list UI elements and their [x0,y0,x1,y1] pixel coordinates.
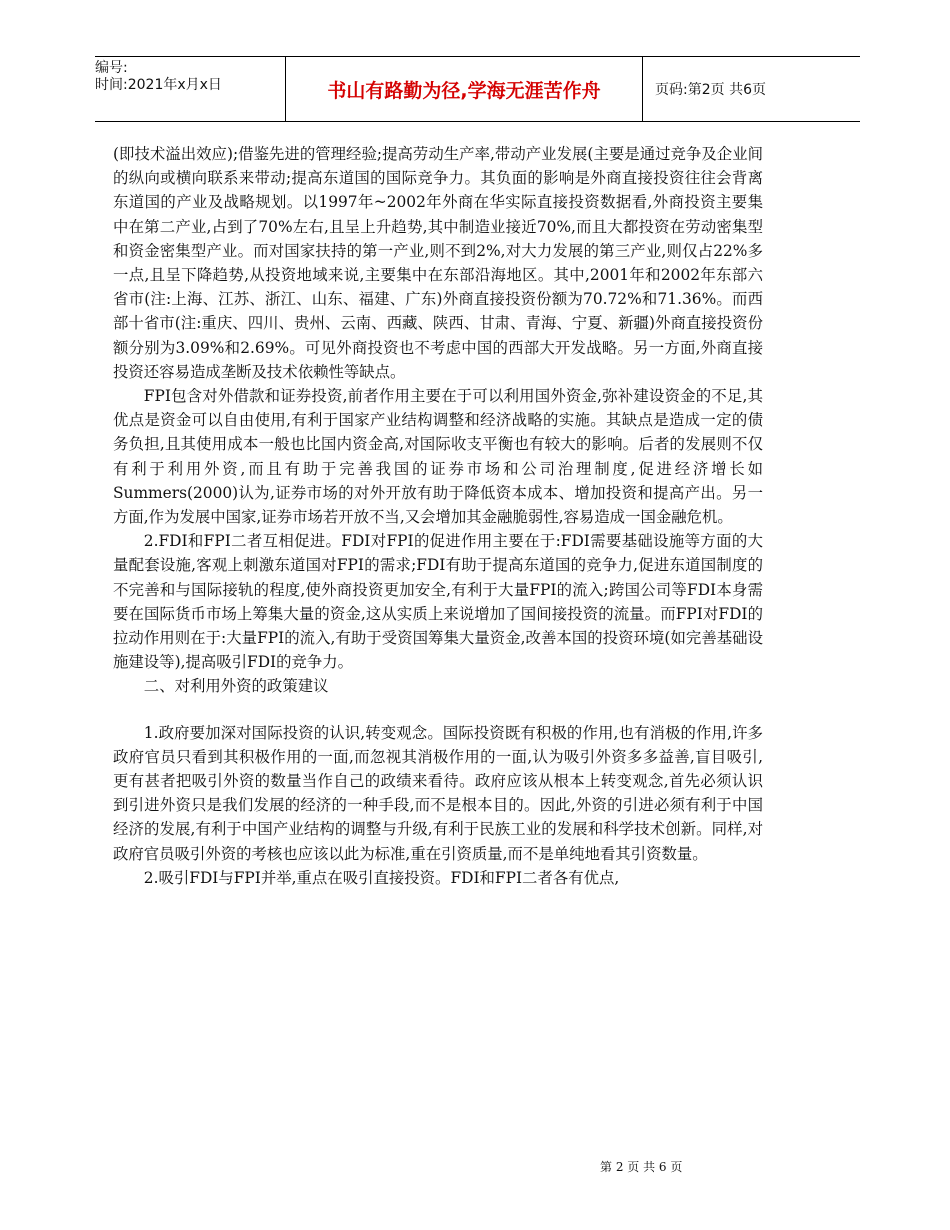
spacer [113,699,763,721]
page-header [95,56,860,122]
header-motto: 书山有路勤为径,学海无涯苦作舟 [285,57,643,121]
paragraph: 1.政府要加深对国际投资的认识,转变观念。国际投资既有积极的作用,也有消极的作用,许多政府官员只看到其积极作用的一面,而忽视其消极作用的一面,认为吸引外资多多益善,盲目吸引,更有甚者把吸引外资的数量当作自己的政绩来看待。政府应该从根本上转变观念,首先必须认识到引进外资只是我们发展的经济的一种手段,而不是根本目的。因此,外资的引进必须有利于中国经济的发展,有利于中国产业结构的调整与升级,有利于民族工业的发展和科学技术创新。同样,对政府官员吸引外资的考核也应该以此为标准,重在引资质量,而不是单纯地看其引资数量。 [113,723,763,863]
header-meta [95,57,285,121]
paragraph: FPI包含对外借款和证券投资,前者作用主要在于可以利用国外资金,弥补建设资金的不足,其优点是资金可以自由使用,有利于国家产业结构调整和经济战略的实施。其缺点是造成一定的债务负担,且其使用成本一般也比国内资金高,对国际收支平衡也有较大的影响。后者的发展则不仅有利于利用外资,而且有助于完善我国的证券市场和公司治理制度,促进经济增长如Summers(2000)认为,证券市场的对外开放有助于降低资本成本、增加投资和提高产出。另一方面,作为发展中国家,证券市场若开放不当,又会增加其金融脆弱性,容易造成一国金融危机。 [113,387,763,527]
header-page-number: 页码:第2页 共6页 [655,82,766,98]
paragraph: 2.FDI和FPI二者互相促进。FDI对FPI的促进作用主要在于:FDI需要基础设施等方面的大量配套设施,客观上刺激东道国对FPI的需求;FDI有助于提高东道国的竞争力,促进东道国制度的不完善和与国际接轨的程度,使外商投资更加安全,有利于大量FPI的流入;跨国公司等FDI本身需要在国际货币市场上筹集大量的资金,这从实质上来说增加了国间接投资的流量。而FPI对FDI的拉动作用则在于:大量FPI的流入,有助于受资国筹集大量资金,改善本国的投资环境(如完善基础设施建设等),提高吸引FDI的竞争力。 [113,532,763,672]
document-number-label: 编号: [95,60,128,76]
paragraph: 2.吸引FDI与FPI并举,重点在吸引直接投资。FDI和FPI二者各有优点, [143,868,620,887]
section-heading: 二、对利用外资的政策建议 [143,677,329,696]
document-time-label: 时间:2021年x月x日 [95,77,222,93]
document-body [113,142,763,890]
paragraph: (即技术溢出效应);借鉴先进的管理经验;提高劳动生产率,带动产业发展(主要是通过竞争及企业间的纵向或横向联系来带动;提高东道国的国际竞争力。其负面的影响是外商直接投资往往会背离东道国的产业及战略规划。以1997年~2002年外商在华实际直接投资数据看,外商投资主要集中在第二产业,占到了70%左右,且呈上升趋势,其中制造业接近70%,而且大都投资在劳动密集型和资金密集型产业。而对国家扶持的第一产业,则不到2%,对大力发展的第三产业,则仅占22%多一点,且呈下降趋势,从投资地域来说,主要集中在东部沿海地区。其中,2001年和2002年东部六省市(注:上海、江苏、浙江、山东、福建、广东)外商直接投资份额为70.72%和71.36%。而西部十省市(注:重庆、四川、贵州、云南、西藏、陕西、甘肃、青海、宁夏、新疆)外商直接投资份额分别为3.09%和2.69%。可见外商投资也不考虑中国的西部大开发战略。另一方面,外商直接投资还容易造成垄断及技术依赖性等缺点。 [113,145,763,381]
page-footer: 第 2 页 共 6 页 [600,1160,683,1174]
